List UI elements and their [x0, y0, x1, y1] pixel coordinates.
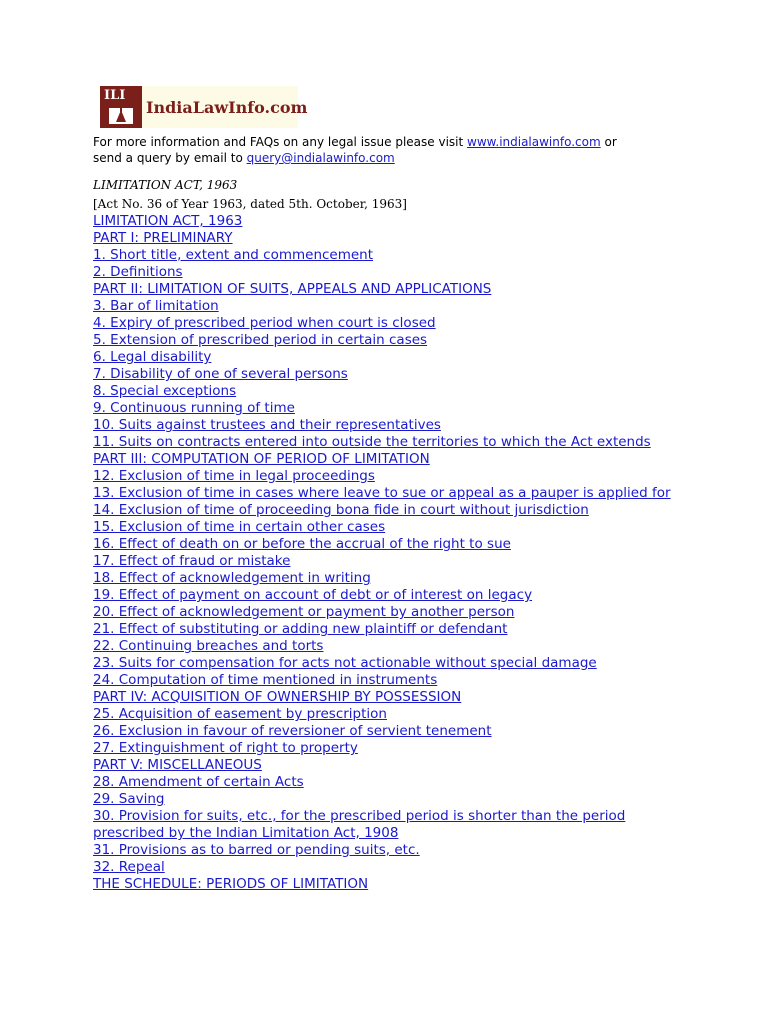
indialawinfo-logo[interactable]	[100, 86, 308, 128]
toc-section-link[interactable]: 17. Effect of fraud or mistake	[93, 553, 291, 569]
toc-part-heading	[93, 230, 693, 247]
table-of-contents	[93, 213, 693, 893]
info-text	[93, 134, 693, 166]
toc-section-link[interactable]: 24. Computation of time mentioned in instruments	[93, 672, 438, 688]
toc-section-link[interactable]: 15. Exclusion of time in certain other cases	[93, 519, 386, 535]
act-title: LIMITATION ACT, 1963	[93, 178, 238, 192]
toc-part-heading	[93, 757, 693, 774]
toc-part-link[interactable]: PART IV: ACQUISITION OF OWNERSHIP BY POSSESSION	[93, 689, 462, 705]
toc-section-item	[93, 468, 693, 485]
toc-section-item	[93, 604, 693, 621]
toc-section-item	[93, 587, 693, 604]
toc-section-item	[93, 332, 693, 349]
toc-section-item	[93, 519, 693, 536]
toc-section-link[interactable]: 29. Saving	[93, 791, 165, 807]
toc-section-item	[93, 247, 693, 264]
toc-section-item	[93, 808, 693, 842]
toc-section-item	[93, 383, 693, 400]
toc-section-link[interactable]: 13. Exclusion of time in cases where leave to sue or appeal as a pauper is applied for	[93, 485, 671, 501]
toc-section-item	[93, 621, 693, 638]
toc-section-item	[93, 859, 693, 876]
toc-part-heading	[93, 689, 693, 706]
toc-section-item	[93, 349, 693, 366]
toc-part-link[interactable]: PART III: COMPUTATION OF PERIOD OF LIMITATION	[93, 451, 430, 467]
toc-part-link[interactable]: PART II: LIMITATION OF SUITS, APPEALS AND APPLICATIONS	[93, 281, 492, 297]
toc-section-link[interactable]: 6. Legal disability	[93, 349, 212, 365]
toc-section-link[interactable]: 14. Exclusion of time of proceeding bona fide in court without jurisdiction	[93, 502, 589, 518]
toc-section-link[interactable]: 27. Extinguishment of right to property	[93, 740, 358, 756]
toc-section-item	[93, 264, 693, 281]
info-line2-prefix: send a query by email to	[93, 151, 247, 165]
toc-section-item	[93, 723, 693, 740]
toc-section-item	[93, 485, 693, 502]
toc-section-link[interactable]: 28. Amendment of certain Acts	[93, 774, 304, 790]
info-line1-suffix: or	[600, 135, 617, 149]
toc-section-item	[93, 417, 693, 434]
toc-part-heading	[93, 281, 693, 298]
toc-section-item	[93, 434, 693, 451]
toc-section-link[interactable]: 3. Bar of limitation	[93, 298, 219, 314]
toc-section-item	[93, 774, 693, 791]
toc-section-item	[93, 655, 693, 672]
toc-part-link[interactable]: PART V: MISCELLANEOUS	[93, 757, 262, 773]
toc-section-item	[93, 672, 693, 689]
toc-part-link[interactable]: THE SCHEDULE: PERIODS OF LIMITATION	[93, 876, 369, 892]
toc-section-item	[93, 536, 693, 553]
site-link[interactable]: www.indialawinfo.com	[467, 135, 601, 149]
toc-section-link[interactable]: 21. Effect of substituting or adding new plaintiff or defendant	[93, 621, 508, 637]
toc-section-link[interactable]: 8. Special exceptions	[93, 383, 237, 399]
toc-section-item	[93, 298, 693, 315]
toc-section-link[interactable]: 22. Continuing breaches and torts	[93, 638, 324, 654]
scales-of-justice-icon	[109, 102, 133, 126]
toc-section-link[interactable]: 4. Expiry of prescribed period when court is closed	[93, 315, 436, 331]
toc-section-item	[93, 706, 693, 723]
toc-section-item	[93, 740, 693, 757]
toc-section-link[interactable]: 19. Effect of payment on account of debt or of interest on legacy	[93, 587, 533, 603]
toc-section-link[interactable]: 16. Effect of death on or before the accrual of the right to sue	[93, 536, 511, 552]
toc-section-link[interactable]: 25. Acquisition of easement by prescription	[93, 706, 387, 722]
toc-section-link[interactable]: 11. Suits on contracts entered into outside the territories to which the Act extends	[93, 434, 651, 450]
toc-section-item	[93, 842, 693, 859]
ili-logo-mark	[100, 86, 142, 128]
toc-section-link[interactable]: 5. Extension of prescribed period in certain cases	[93, 332, 428, 348]
toc-section-item	[93, 553, 693, 570]
email-link[interactable]: query@indialawinfo.com	[246, 151, 395, 165]
toc-section-link[interactable]: 23. Suits for compensation for acts not actionable without special damage	[93, 655, 597, 671]
toc-section-link[interactable]: 26. Exclusion in favour of reversioner of servient tenement	[93, 723, 492, 739]
toc-section-item	[93, 638, 693, 655]
info-line1-prefix: For more information and FAQs on any legal issue please visit	[93, 135, 468, 149]
site-name: IndiaLawInfo.com	[146, 97, 308, 117]
document-page	[93, 86, 693, 893]
toc-section-link[interactable]: 18. Effect of acknowledgement in writing	[93, 570, 371, 586]
act-subtitle: [Act No. 36 of Year 1963, dated 5th. October, 1963]	[93, 197, 407, 211]
toc-part-link[interactable]: PART I: PRELIMINARY	[93, 230, 233, 246]
toc-section-link[interactable]: 9. Continuous running of time	[93, 400, 295, 416]
toc-section-link[interactable]: 2. Definitions	[93, 264, 183, 280]
toc-section-item	[93, 400, 693, 417]
toc-part-heading	[93, 876, 693, 893]
toc-part-heading	[93, 213, 693, 230]
toc-section-item	[93, 366, 693, 383]
toc-part-heading	[93, 451, 693, 468]
toc-section-link[interactable]: 31. Provisions as to barred or pending suits, etc.	[93, 842, 420, 858]
ili-mark-text: ILI	[104, 88, 126, 103]
toc-section-item	[93, 315, 693, 332]
toc-section-link[interactable]: 20. Effect of acknowledgement or payment by another person	[93, 604, 515, 620]
toc-part-link[interactable]: LIMITATION ACT, 1963	[93, 213, 243, 229]
toc-section-link[interactable]: 30. Provision for suits, etc., for the prescribed period is shorter than the period prescribed by the Indian Limitation Act, 1908	[93, 808, 626, 841]
toc-section-item	[93, 502, 693, 519]
toc-section-item	[93, 791, 693, 808]
toc-section-link[interactable]: 12. Exclusion of time in legal proceedings	[93, 468, 375, 484]
toc-section-link[interactable]: 32. Repeal	[93, 859, 165, 875]
toc-section-item	[93, 570, 693, 587]
toc-section-link[interactable]: 1. Short title, extent and commencement	[93, 247, 374, 263]
toc-section-link[interactable]: 7. Disability of one of several persons	[93, 366, 348, 382]
toc-section-link[interactable]: 10. Suits against trustees and their representatives	[93, 417, 441, 433]
